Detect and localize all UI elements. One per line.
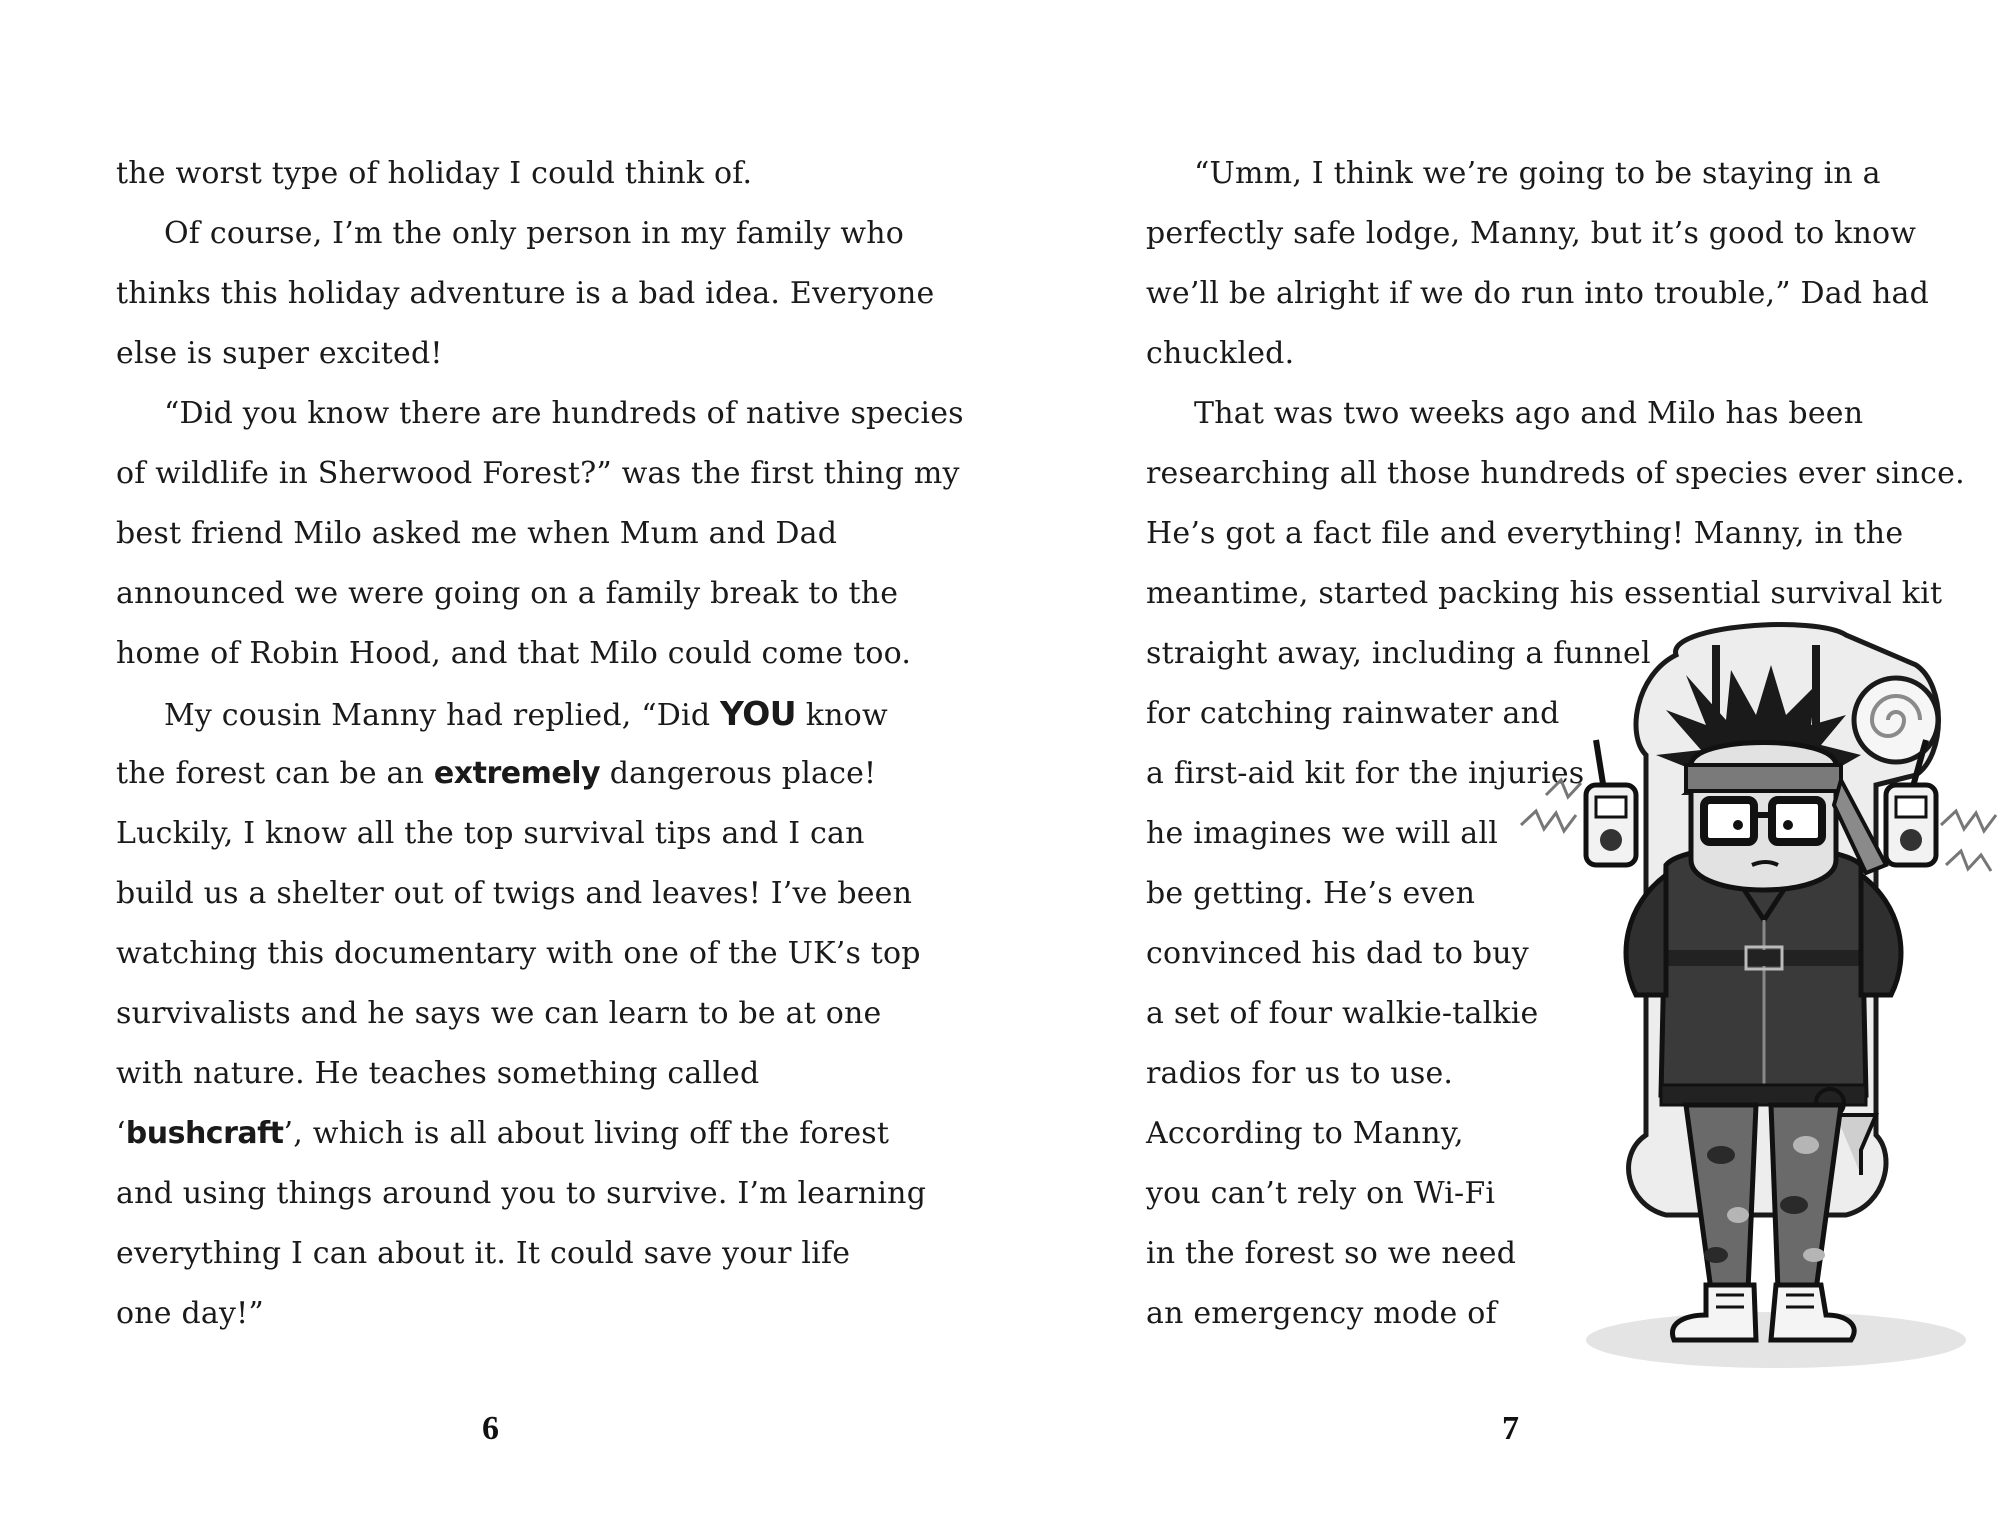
text-line: be getting. He’s even: [1146, 876, 1476, 911]
text-line: researching all those hundreds of species ever since.: [1146, 456, 1965, 491]
paragraph-start: “Did you know there are hundreds of native species: [164, 396, 964, 431]
text-line: the worst type of holiday I could think of.: [116, 156, 753, 191]
text-line: [116, 1116, 889, 1152]
emphasis-bushcraft: bushcraft: [125, 1116, 284, 1151]
static-zigzag-icon: [1546, 780, 1581, 797]
text-line: According to Manny,: [1146, 1116, 1464, 1151]
text-line: thinks this holiday adventure is a bad idea. Everyone: [116, 276, 935, 311]
forest-line-before: the forest can be an: [116, 756, 434, 791]
cousin-line-before: My cousin Manny had replied, “Did: [164, 698, 720, 733]
paragraph-start: Of course, I’m the only person in my family who: [164, 216, 905, 251]
text-line: and using things around you to survive. I’m learning: [116, 1176, 927, 1211]
walkie-talkie-icon: [1586, 740, 1636, 865]
text-line: best friend Milo asked me when Mum and Dad: [116, 516, 838, 551]
text-line: chuckled.: [1146, 336, 1295, 371]
left-arm: [1626, 875, 1666, 995]
static-zigzag-icon: [1941, 811, 1996, 831]
cousin-line-after: know: [796, 698, 888, 733]
paragraph-start: “Umm, I think we’re going to be staying in a: [1194, 156, 1881, 191]
text-line: [116, 696, 888, 734]
page-number: 7: [1502, 1410, 1519, 1447]
manny-illustration: [1516, 615, 2000, 1385]
emphasis-extremely: extremely: [433, 756, 601, 791]
text-line: else is super excited!: [116, 336, 443, 371]
text-line: you can’t rely on Wi-Fi: [1146, 1176, 1496, 1211]
right-page: [1000, 0, 2000, 1524]
paragraph-start: That was two weeks ago and Milo has been: [1194, 396, 1864, 431]
text-line: everything I can about it. It could save your life: [116, 1236, 851, 1271]
character-body: [1661, 846, 1876, 1340]
emphasis-you: YOU: [719, 694, 797, 733]
right-arm: [1861, 875, 1901, 995]
text-line: of wildlife in Sherwood Forest?” was the first thing my: [116, 456, 960, 491]
static-zigzag-icon: [1521, 811, 1576, 831]
text-line: survivalists and he says we can learn to be at one: [116, 996, 882, 1031]
text-line: straight away, including a funnel: [1146, 636, 1651, 671]
text-line: a first-aid kit for the injuries: [1146, 756, 1585, 791]
page-number: 6: [482, 1410, 499, 1447]
text-line: a set of four walkie-talkie: [1146, 996, 1539, 1031]
text-line: an emergency mode of: [1146, 1296, 1497, 1331]
static-zigzag-icon: [1946, 851, 1991, 871]
text-line: meantime, started packing his essential survival kit: [1146, 576, 1943, 611]
text-line: we’ll be alright if we do run into trouble,” Dad had: [1146, 276, 1930, 311]
text-line: [1146, 396, 1863, 432]
text-line: with nature. He teaches something called: [116, 1056, 760, 1091]
bushcraft-line-before: ‘: [116, 1116, 126, 1151]
text-line: [116, 396, 964, 432]
bushcraft-line-after: ’, which is all about living off the forest: [283, 1116, 890, 1151]
text-line: announced we were going on a family break to the: [116, 576, 899, 611]
text-line: convinced his dad to buy: [1146, 936, 1529, 971]
text-line: one day!”: [116, 1296, 264, 1331]
text-line: radios for us to use.: [1146, 1056, 1454, 1091]
text-line: [116, 756, 876, 792]
text-line: He’s got a fact file and everything! Manny, in the: [1146, 516, 1904, 551]
text-line: [116, 216, 904, 252]
text-line: in the forest so we need: [1146, 1236, 1517, 1271]
text-line: Luckily, I know all the top survival tips and I can: [116, 816, 865, 851]
text-line: perfectly safe lodge, Manny, but it’s good to know: [1146, 216, 1917, 251]
text-line: home of Robin Hood, and that Milo could come too.: [116, 636, 912, 671]
text-line: for catching rainwater and: [1146, 696, 1560, 731]
text-line: watching this documentary with one of the UK’s top: [116, 936, 921, 971]
forest-line-after: dangerous place!: [600, 756, 877, 791]
text-line: [1146, 156, 1881, 192]
text-line: he imagines we will all: [1146, 816, 1498, 851]
text-line: build us a shelter out of twigs and leaves! I’ve been: [116, 876, 913, 911]
